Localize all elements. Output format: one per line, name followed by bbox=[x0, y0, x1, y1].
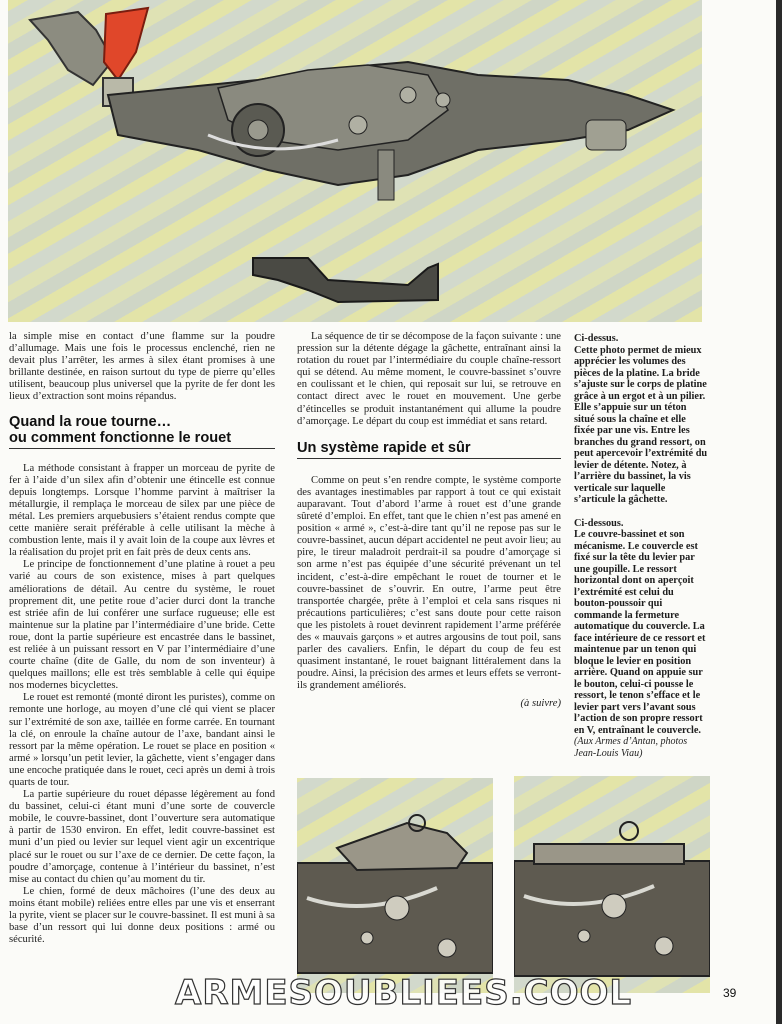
photo-pan-cover-left bbox=[297, 778, 493, 993]
paragraph: La méthode consistant à frapper un morceau de pyrite de fer à l’aide d’un silex afin d’obtenir une étincelle est connue depuis longtemps. Lorsque l’homme parvint à maîtriser la métallurgie, il remplaça le morceau de silex par une pièce de métal. Les premiers arquebusiers s’étaient rendus compte que cette manière serait préférable à celle utilisant la mèche à combustion lente, mais il y avait loin de la coupe aux lèvres et la réalisation du projet prit en fait près de deux cents ans. bbox=[9, 462, 275, 559]
page-number: 39 bbox=[723, 986, 737, 1000]
section-heading-rouet bbox=[9, 414, 275, 449]
paragraph: La partie supérieure du rouet dépasse légèrement au fond du bassinet, celui-ci étant muni d’une sorte de couvercle mobile, le couvre-bassinet, dont l’ouverture sera automatique à partir de 1530 environ. En effet, ledit couvre-bassinet est muni d’un pied ou levier sur lequel vient agir un excentrique placé sur le rouet ou sur l’axe de ce dernier. De cette façon, la poudre d’amorçage, contenue à l’intérieur du bassinet, n’est mise au contact du chien qu’au moment du tir. bbox=[9, 789, 275, 885]
column-2 bbox=[297, 331, 561, 711]
wheellock-mechanism-illustration bbox=[8, 0, 702, 322]
caption-2-body: Le couvre-bassinet et son mécanisme. Le couvercle est fixé sur la tête du levier par une goupille. Le ressort horizontal dont on aperçoit l’extrémité est celui du bouton-poussoir qui commande la fermeture automatique du couvercle. La face intérieure de ce ressort et maintenue par un tenon qui bloque le levier en position arrière. Quand on appuie sur le bouton, celui-ci pousse le ressort, le tenon s’efface et le levier part vers l’avant sous l’action de son propre ressort en V, entraînant le couvercle. bbox=[574, 529, 706, 736]
photo-wheellock-top bbox=[8, 0, 702, 322]
caption-1-head: Ci-dessus. bbox=[574, 333, 619, 344]
heading-line-1: Quand la roue tourne… bbox=[9, 413, 172, 430]
paragraph-intro: la simple mise en contact d’une flamme sur la poudre d’allumage. Mais une fois le processus enclenché, rien ne devait plus l’arrêter, les armes à silex étant promises à une brillante destinée, en raison surtout du type de pierre qu’elles utilisent, beaucoup plus universel que la pyrite de fer dont les lieux d’extraction sont moins répandus. bbox=[9, 331, 275, 403]
heading-line-2: ou comment fonctionne le rouet bbox=[9, 429, 232, 446]
paragraph: Le rouet est remonté (monté diront les puristes), comme on remonte une horloge, au moyen d’une clé qui vient se placer sur l’extrémité de son axe, taillée en forme carrée. En tournant la clé, on enroule la chaîne autour de l’axe, bandant ainsi le ressort par la même opération. Le rouet se place en position « armé » lorsqu’un petit levier, la gâchette, vient s’engager dans une encoche pratiquée dans le rouet, ceci après un demi à trois quarts de tour. bbox=[9, 692, 275, 788]
photo-pan-cover-right bbox=[514, 776, 710, 993]
pan-cover-illustration-right bbox=[514, 776, 710, 993]
caption-2-head: Ci-dessous. bbox=[574, 517, 624, 529]
to-be-continued: (à suivre) bbox=[520, 698, 561, 710]
pan-cover-illustration-left bbox=[297, 778, 493, 993]
section-heading-systeme: Un système rapide et sûr bbox=[297, 440, 561, 459]
caption-1-body: Cette photo permet de mieux apprécier les volumes des pièces de la platine. La bride s’ajuste sur le corps de platine grâce à un ergot et à un pilier. Elle s’appuie sur un téton situé sous la chaîne et elle fixée par une vis. Entre les branches du grand ressort, on peut apercevoir l’extrémité du levier de détente. Notez, à l’arrière du bassinet, la vis verticale sur laquelle s’articule la gâchette. bbox=[574, 344, 708, 505]
paragraph: Comme on peut s’en rendre compte, le système comporte des avantages inestimables par rapport à tout ce qui existait auparavant. Tout d’abord l’arme à rouet est d’une grande sûreté d’emploi. En effet, tant que le chien n’est pas amené en position « armé », c’est-à-dire tant qu’il ne repose pas sur le couvre-bassinet, aucun départ accidentel ne peut avoir lieu; au pire, le tireur maladroit perdrait-il sa poudre d’amorçage si son arme n’est pas équipée d’une sécurité prévenant un tel incident, c’est-à-dire empêchant le rouet de tourner et le couvre-bassinet de s’ouvrir. En outre, l’arme peut être transportée chargée, prête à l’emploi et cela sans risques ni précautions particulières; c’est sans doute pour cette raison que les pistolets à rouet devinrent rapidement l’arme préférée des « mauvais garçons » et autres argousins de tout poil, sans parler des cavaliers. Enfin, le départ du coup de feu est quasiment instantané, le rouet baignant littéralement dans la poudre. Ainsi, la précision des armes et leurs effets se verront-ils grandement améliorés. bbox=[297, 474, 561, 692]
column-1 bbox=[9, 331, 275, 946]
photo-credit: (Aux Armes d’Antan, photos Jean-Louis Viau) bbox=[574, 736, 688, 759]
paragraph: Le principe de fonctionnement d’une platine à rouet a peu varié au cours de son existence, mises à part quelques améliorations de détail. Au centre du système, le rouet proprement dit, une petite roue d’acier durci dont la tranche est striée afin de lui conférer une surface rugueuse; elle est maintenue sur la platine par l’intermédiaire d’une bride. Cette roue, dont la partie supérieure est encastrée dans le bassinet, est reliée à un puissant ressort en V par l’intermédiaire d’une courte chaîne (dite de Galle, du nom de son inventeur) à quelques maillons; elle est très semblable à celle qui équipe nos modernes bicyclettes. bbox=[9, 559, 275, 692]
paragraph: La séquence de tir se décompose de la façon suivante : une pression sur la détente dégage la gâchette, entraînant ainsi la rotation du rouet par l’intermédiaire du couple chaîne-ressort qui se détend. Au même moment, le couvre-bassinet s’ouvre en coulissant et le chien, qui reposait sur lui, se retrouve en contact direct avec le rouet en mouvement. Une gerbe d’étincelles se produit instantanément qui allume la poudre d’amorçage. Le départ du coup est immédiat et sans retard. bbox=[297, 331, 561, 427]
paragraph: Le chien, formé de deux mâchoires (l’une des deux au moins étant mobile) reliées entre elles par une vis et enserrant la pyrite, vient se placer sur le couvre-bassinet. Il est muni à sa base d’un ressort qui lui donne deux positions : armé ou sécurité. bbox=[9, 885, 275, 946]
captions-column bbox=[574, 333, 708, 759]
page-edge bbox=[776, 0, 782, 1024]
watermark: ARMESOUBLIEES.COOL bbox=[175, 973, 633, 1013]
